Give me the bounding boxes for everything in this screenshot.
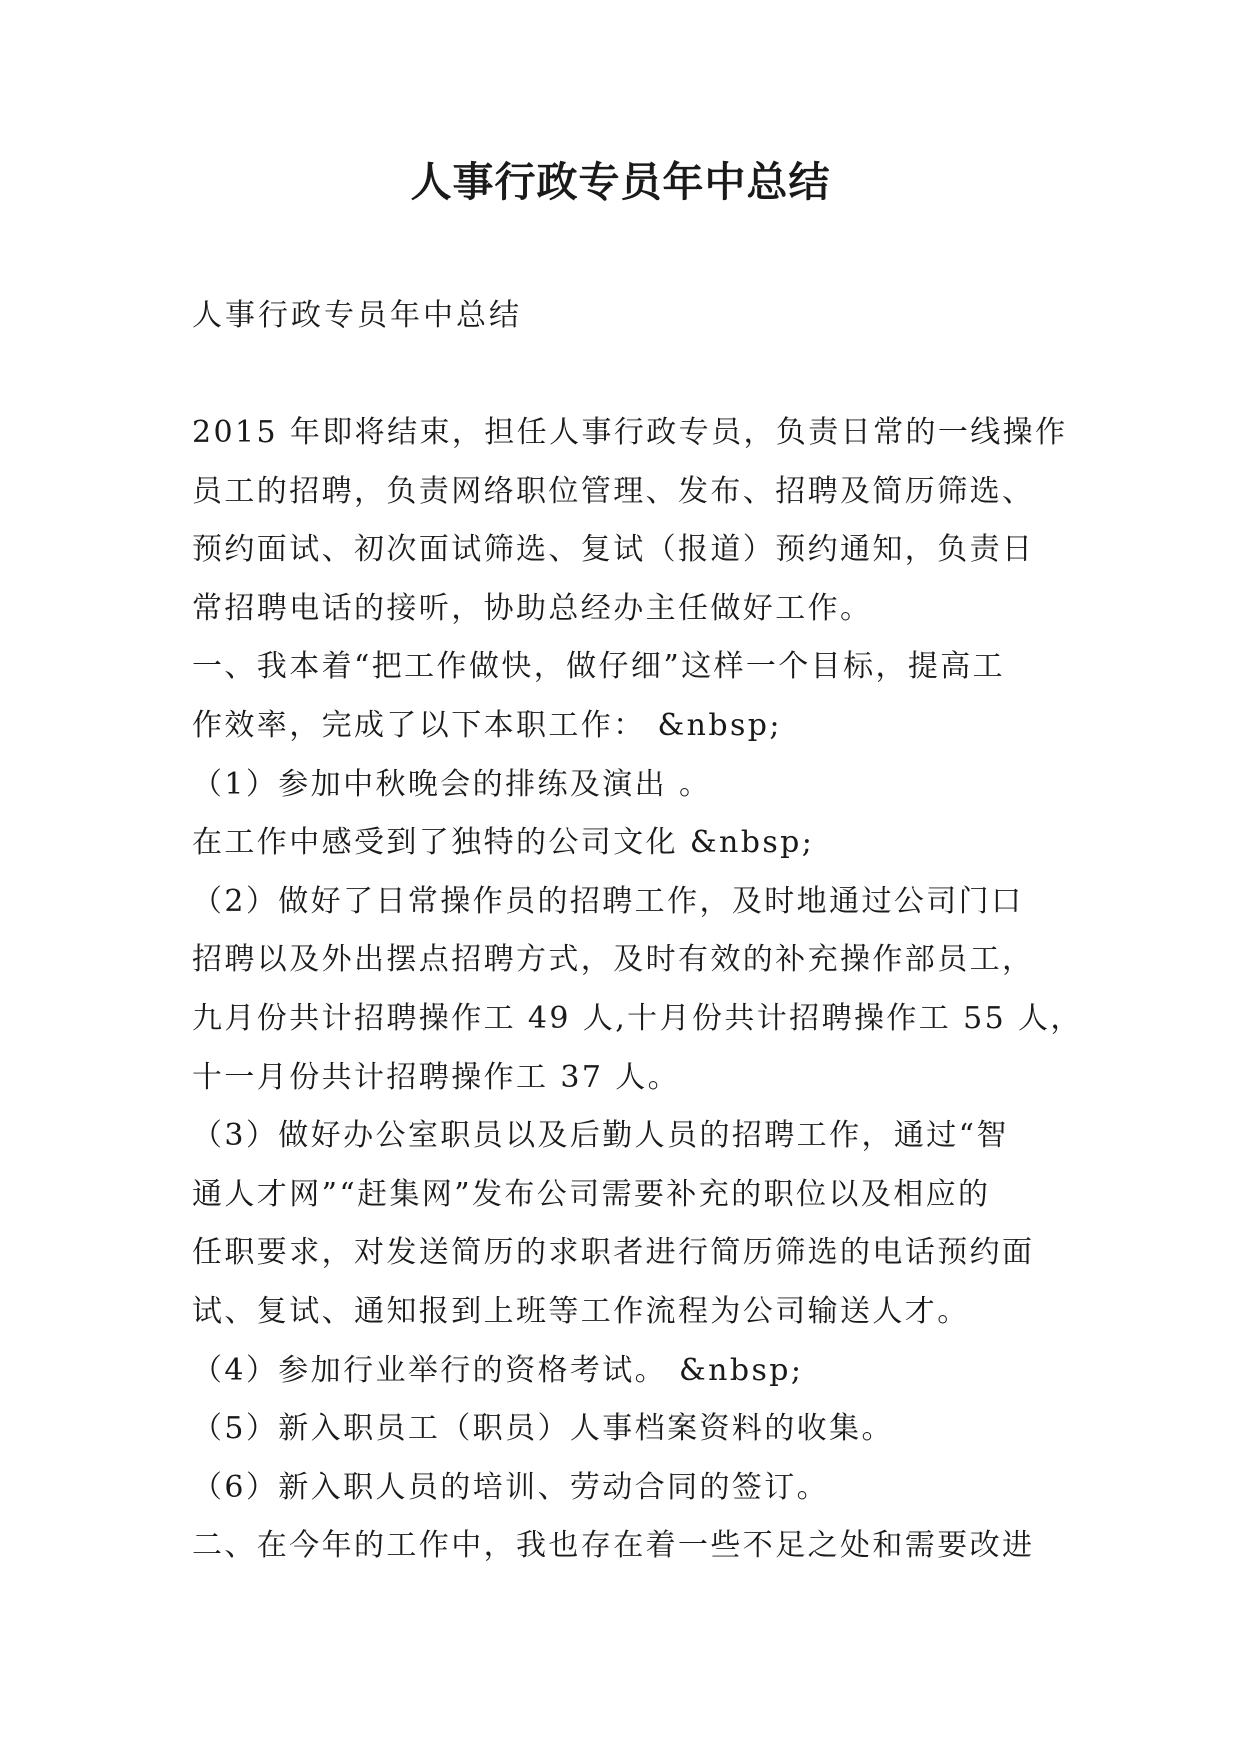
- body-line: 一、我本着“把工作做快，做仔细”这样一个目标，提高工: [192, 649, 1006, 685]
- body-line: （4）参加行业举行的资格考试。 &nbsp;: [192, 1352, 804, 1388]
- body-line: （5）新入职员工（职员）人事档案资料的收集。: [192, 1411, 894, 1447]
- body-line: 九月份共计招聘操作工 49 人,十月份共计招聘操作工 55 人，: [192, 1000, 1083, 1036]
- body-line: 通人才网”“赶集网”发布公司需要补充的职位以及相应的: [192, 1176, 991, 1212]
- body-line: 2015 年即将结束，担任人事行政专员，负责日常的一线操作: [192, 415, 1068, 450]
- document-subtitle: 人事行政专员年中总结: [192, 298, 522, 333]
- body-line: 任职要求，对发送简历的求职者进行简历筛选的电话预约面: [192, 1235, 1035, 1271]
- body-line: 在工作中感受到了独特的公司文化 &nbsp;: [192, 825, 815, 861]
- body-line: 十一月份共计招聘操作工 37 人。: [192, 1059, 681, 1095]
- body-line: （6）新入职人员的培训、劳动合同的签订。: [192, 1469, 830, 1505]
- body-line: 作效率，完成了以下本职工作： &nbsp;: [192, 707, 782, 743]
- body-line: 预约面试、初次面试筛选、复试（报道）预约通知，负责日: [192, 532, 1035, 568]
- body-line: 员工的招聘，负责网络职位管理、发布、招聘及简历筛选、: [192, 473, 1035, 509]
- body-line: 招聘以及外出摆点招聘方式，及时有效的补充操作部员工，: [192, 942, 1035, 978]
- body-line: （1）参加中秋晚会的排练及演出 。: [192, 766, 712, 802]
- document-title: 人事行政专员年中总结: [410, 158, 831, 206]
- body-line: 常招聘电话的接听，协助总经办主任做好工作。: [192, 590, 873, 626]
- body-line: 试、复试、通知报到上班等工作流程为公司输送人才。: [192, 1293, 970, 1329]
- body-line: （2）做好了日常操作员的招聘工作，及时地通过公司门口: [192, 883, 1024, 919]
- body-line: 二、在今年的工作中，我也存在着一些不足之处和需要改进: [192, 1528, 1035, 1564]
- body-line: （3）做好办公室职员以及后勤人员的招聘工作，通过“智: [192, 1118, 1009, 1154]
- document-body: [192, 404, 1083, 1576]
